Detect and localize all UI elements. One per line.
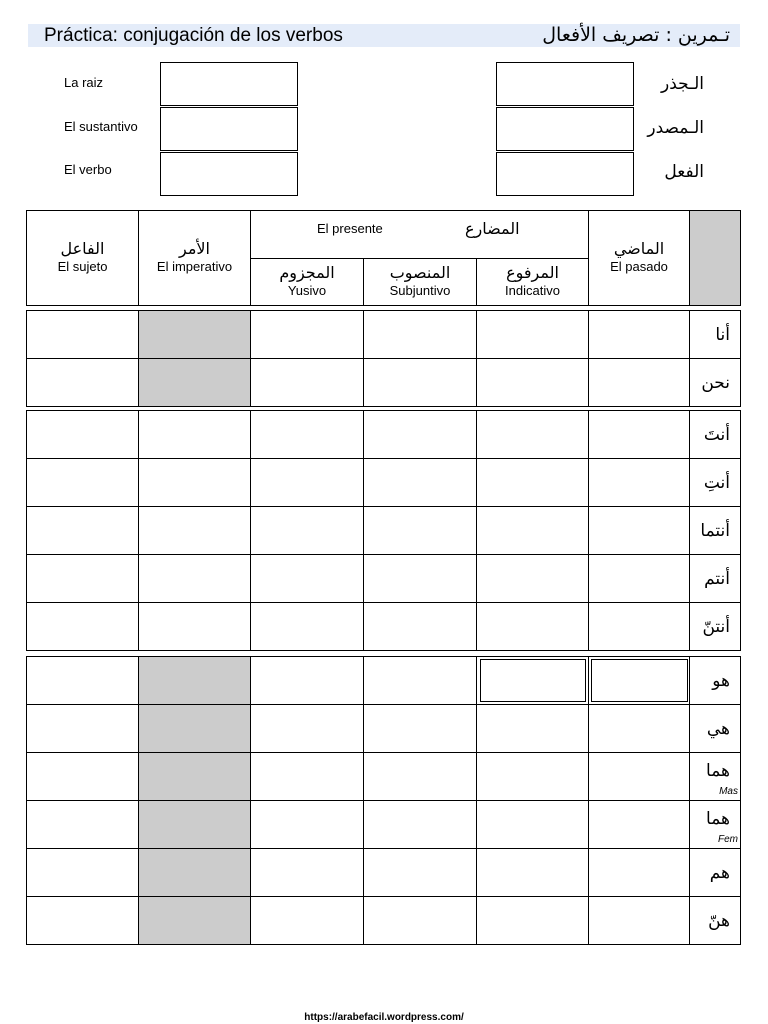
- cell-subjuntivo[interactable]: [363, 800, 477, 849]
- field-label-jidhr: الـجذر: [661, 74, 704, 94]
- cell-pasado[interactable]: [588, 848, 690, 897]
- pronoun-cell: [689, 602, 741, 651]
- cell-imperativo[interactable]: [138, 704, 251, 753]
- cell-subjuntivo[interactable]: [363, 554, 477, 603]
- cell-subjuntivo[interactable]: [363, 704, 477, 753]
- pronoun-label: أنتنّ: [702, 617, 730, 637]
- pronoun-cell: [689, 458, 741, 507]
- page-title-ar: تـمرين : تصريف الأفعال: [542, 24, 730, 46]
- pronoun-cell: [689, 358, 741, 407]
- cell-indicativo[interactable]: [476, 752, 589, 801]
- title-bar: [28, 24, 740, 47]
- cell-indicativo[interactable]: [476, 704, 589, 753]
- cell-yusivo[interactable]: [250, 358, 364, 407]
- cell-yusivo[interactable]: [250, 554, 364, 603]
- header-presente-es: El presente: [317, 221, 383, 236]
- cell-yusivo[interactable]: [250, 752, 364, 801]
- header-presente: [250, 210, 589, 259]
- cell-yusivo[interactable]: [250, 506, 364, 555]
- cell-yusivo[interactable]: [250, 458, 364, 507]
- cell-pasado[interactable]: [588, 602, 690, 651]
- cell-imperativo[interactable]: [138, 358, 251, 407]
- cell-sujeto[interactable]: [26, 358, 139, 407]
- pronoun-cell: [689, 848, 741, 897]
- cell-sujeto[interactable]: [26, 506, 139, 555]
- header-subjuntivo-ar: المنصوب: [389, 263, 451, 282]
- pronoun-cell: [689, 656, 741, 705]
- header-presente-ar: المضارع: [465, 219, 520, 238]
- pronoun-cell: [689, 752, 741, 801]
- cell-imperativo[interactable]: [138, 848, 251, 897]
- cell-sujeto[interactable]: [26, 310, 139, 359]
- cell-sujeto[interactable]: [26, 848, 139, 897]
- header-pasado-es: El pasado: [610, 259, 668, 274]
- header-indicativo: [476, 258, 589, 306]
- cell-imperativo[interactable]: [138, 506, 251, 555]
- cell-subjuntivo[interactable]: [363, 848, 477, 897]
- cell-yusivo[interactable]: [250, 410, 364, 459]
- pronoun-label: أنتِ: [703, 473, 730, 493]
- field-label-masdar: الـمصدر: [647, 118, 704, 138]
- cell-sujeto[interactable]: [26, 800, 139, 849]
- cell-sujeto[interactable]: [26, 602, 139, 651]
- cell-sujeto[interactable]: [26, 410, 139, 459]
- header-imperativo: [138, 210, 251, 306]
- header-indicativo-ar: المرفوع: [506, 263, 559, 282]
- cell-subjuntivo[interactable]: [363, 410, 477, 459]
- header-sujeto: [26, 210, 139, 306]
- cell-pasado[interactable]: [588, 752, 690, 801]
- cell-imperativo[interactable]: [138, 800, 251, 849]
- pronoun-cell: [689, 410, 741, 459]
- cell-indicativo[interactable]: [476, 602, 589, 651]
- pronoun-label: أنتم: [704, 569, 730, 589]
- cell-imperativo[interactable]: [138, 458, 251, 507]
- pronoun-cell: [689, 704, 741, 753]
- footer-url: https://arabefacil.wordpress.com/: [304, 1012, 464, 1023]
- header-indicativo-es: Indicativo: [505, 283, 560, 298]
- cell-pasado[interactable]: [588, 554, 690, 603]
- header-imperativo-ar: الأمر: [179, 239, 210, 258]
- cell-indicativo[interactable]: [476, 410, 589, 459]
- cell-pasado[interactable]: [588, 704, 690, 753]
- cell-yusivo[interactable]: [250, 800, 364, 849]
- field-label-verbo: El verbo: [64, 162, 112, 177]
- cell-indicativo[interactable]: [476, 554, 589, 603]
- pronoun-cell: [689, 800, 741, 849]
- pronoun-cell: [689, 506, 741, 555]
- pronoun-label: هما: [706, 809, 730, 829]
- cell-subjuntivo[interactable]: [363, 310, 477, 359]
- cell-sujeto[interactable]: [26, 704, 139, 753]
- example-frame-pasado: [591, 659, 688, 702]
- cell-subjuntivo[interactable]: [363, 896, 477, 945]
- cell-subjuntivo[interactable]: [363, 602, 477, 651]
- header-yusivo-es: Yusivo: [287, 283, 327, 298]
- cell-pasado[interactable]: [588, 310, 690, 359]
- cell-indicativo[interactable]: [476, 800, 589, 849]
- cell-imperativo[interactable]: [138, 602, 251, 651]
- cell-pasado[interactable]: [588, 800, 690, 849]
- cell-pasado[interactable]: [588, 458, 690, 507]
- cell-yusivo[interactable]: [250, 656, 364, 705]
- cell-imperativo[interactable]: [138, 752, 251, 801]
- raiz-input-ar[interactable]: [496, 62, 634, 106]
- pronoun-label: أنتَ: [703, 425, 730, 445]
- cell-indicativo[interactable]: [476, 458, 589, 507]
- pronoun-label: هي: [706, 719, 730, 739]
- cell-indicativo[interactable]: [476, 506, 589, 555]
- field-label-sustantivo: El sustantivo: [64, 119, 138, 134]
- page-title-es: Práctica: conjugación de los verbos: [44, 25, 343, 46]
- cell-yusivo[interactable]: [250, 896, 364, 945]
- cell-indicativo[interactable]: [476, 848, 589, 897]
- verbo-input-es[interactable]: [160, 152, 298, 196]
- pronoun-label: هم: [709, 863, 730, 883]
- cell-indicativo[interactable]: [476, 896, 589, 945]
- header-sujeto-ar: الفاعل: [60, 239, 105, 258]
- cell-sujeto[interactable]: [26, 752, 139, 801]
- raiz-input-es[interactable]: [160, 62, 298, 106]
- cell-subjuntivo[interactable]: [363, 752, 477, 801]
- cell-imperativo[interactable]: [138, 410, 251, 459]
- cell-sujeto[interactable]: [26, 554, 139, 603]
- pronoun-gender-note: Mas: [719, 786, 738, 797]
- header-pasado-ar: الماضي: [613, 239, 665, 258]
- cell-subjuntivo[interactable]: [363, 358, 477, 407]
- cell-sujeto[interactable]: [26, 656, 139, 705]
- pronoun-cell: [689, 310, 741, 359]
- header-sujeto-es: El sujeto: [57, 259, 108, 274]
- cell-yusivo[interactable]: [250, 848, 364, 897]
- pronoun-label: هما: [706, 761, 730, 781]
- cell-sujeto[interactable]: [26, 458, 139, 507]
- header-yusivo-ar: المجزوم: [279, 263, 335, 282]
- cell-imperativo[interactable]: [138, 554, 251, 603]
- cell-subjuntivo[interactable]: [363, 506, 477, 555]
- cell-imperativo[interactable]: [138, 310, 251, 359]
- pronoun-label: أنا: [715, 325, 730, 345]
- field-label-fiil: الفعل: [664, 162, 704, 182]
- cell-imperativo[interactable]: [138, 656, 251, 705]
- cell-yusivo[interactable]: [250, 602, 364, 651]
- pronoun-label: نحن: [701, 373, 730, 393]
- pronoun-label: هو: [712, 671, 730, 691]
- cell-subjuntivo[interactable]: [363, 656, 477, 705]
- pronoun-cell: [689, 554, 741, 603]
- header-subjuntivo: [363, 258, 477, 306]
- cell-imperativo[interactable]: [138, 896, 251, 945]
- cell-pasado[interactable]: [588, 410, 690, 459]
- header-yusivo: [250, 258, 364, 306]
- example-frame-indicativo: [480, 659, 586, 702]
- pronoun-gender-note: Fem: [718, 834, 738, 845]
- sustantivo-input-es[interactable]: [160, 107, 298, 151]
- cell-indicativo[interactable]: [476, 310, 589, 359]
- cell-pasado[interactable]: [588, 506, 690, 555]
- header-subjuntivo-es: Subjuntivo: [389, 283, 451, 298]
- cell-pasado[interactable]: [588, 896, 690, 945]
- sustantivo-input-ar[interactable]: [496, 107, 634, 151]
- cell-yusivo[interactable]: [250, 704, 364, 753]
- header-pronoun-corner: [689, 210, 741, 306]
- field-label-raiz: La raiz: [64, 75, 104, 90]
- cell-indicativo[interactable]: [476, 358, 589, 407]
- pronoun-label: هنّ: [708, 911, 730, 931]
- cell-subjuntivo[interactable]: [363, 458, 477, 507]
- cell-pasado[interactable]: [588, 358, 690, 407]
- cell-yusivo[interactable]: [250, 310, 364, 359]
- pronoun-label: أنتما: [700, 521, 730, 541]
- header-pasado: [588, 210, 690, 306]
- cell-sujeto[interactable]: [26, 896, 139, 945]
- header-imperativo-es: El imperativo: [156, 259, 233, 274]
- pronoun-cell: [689, 896, 741, 945]
- verbo-input-ar[interactable]: [496, 152, 634, 196]
